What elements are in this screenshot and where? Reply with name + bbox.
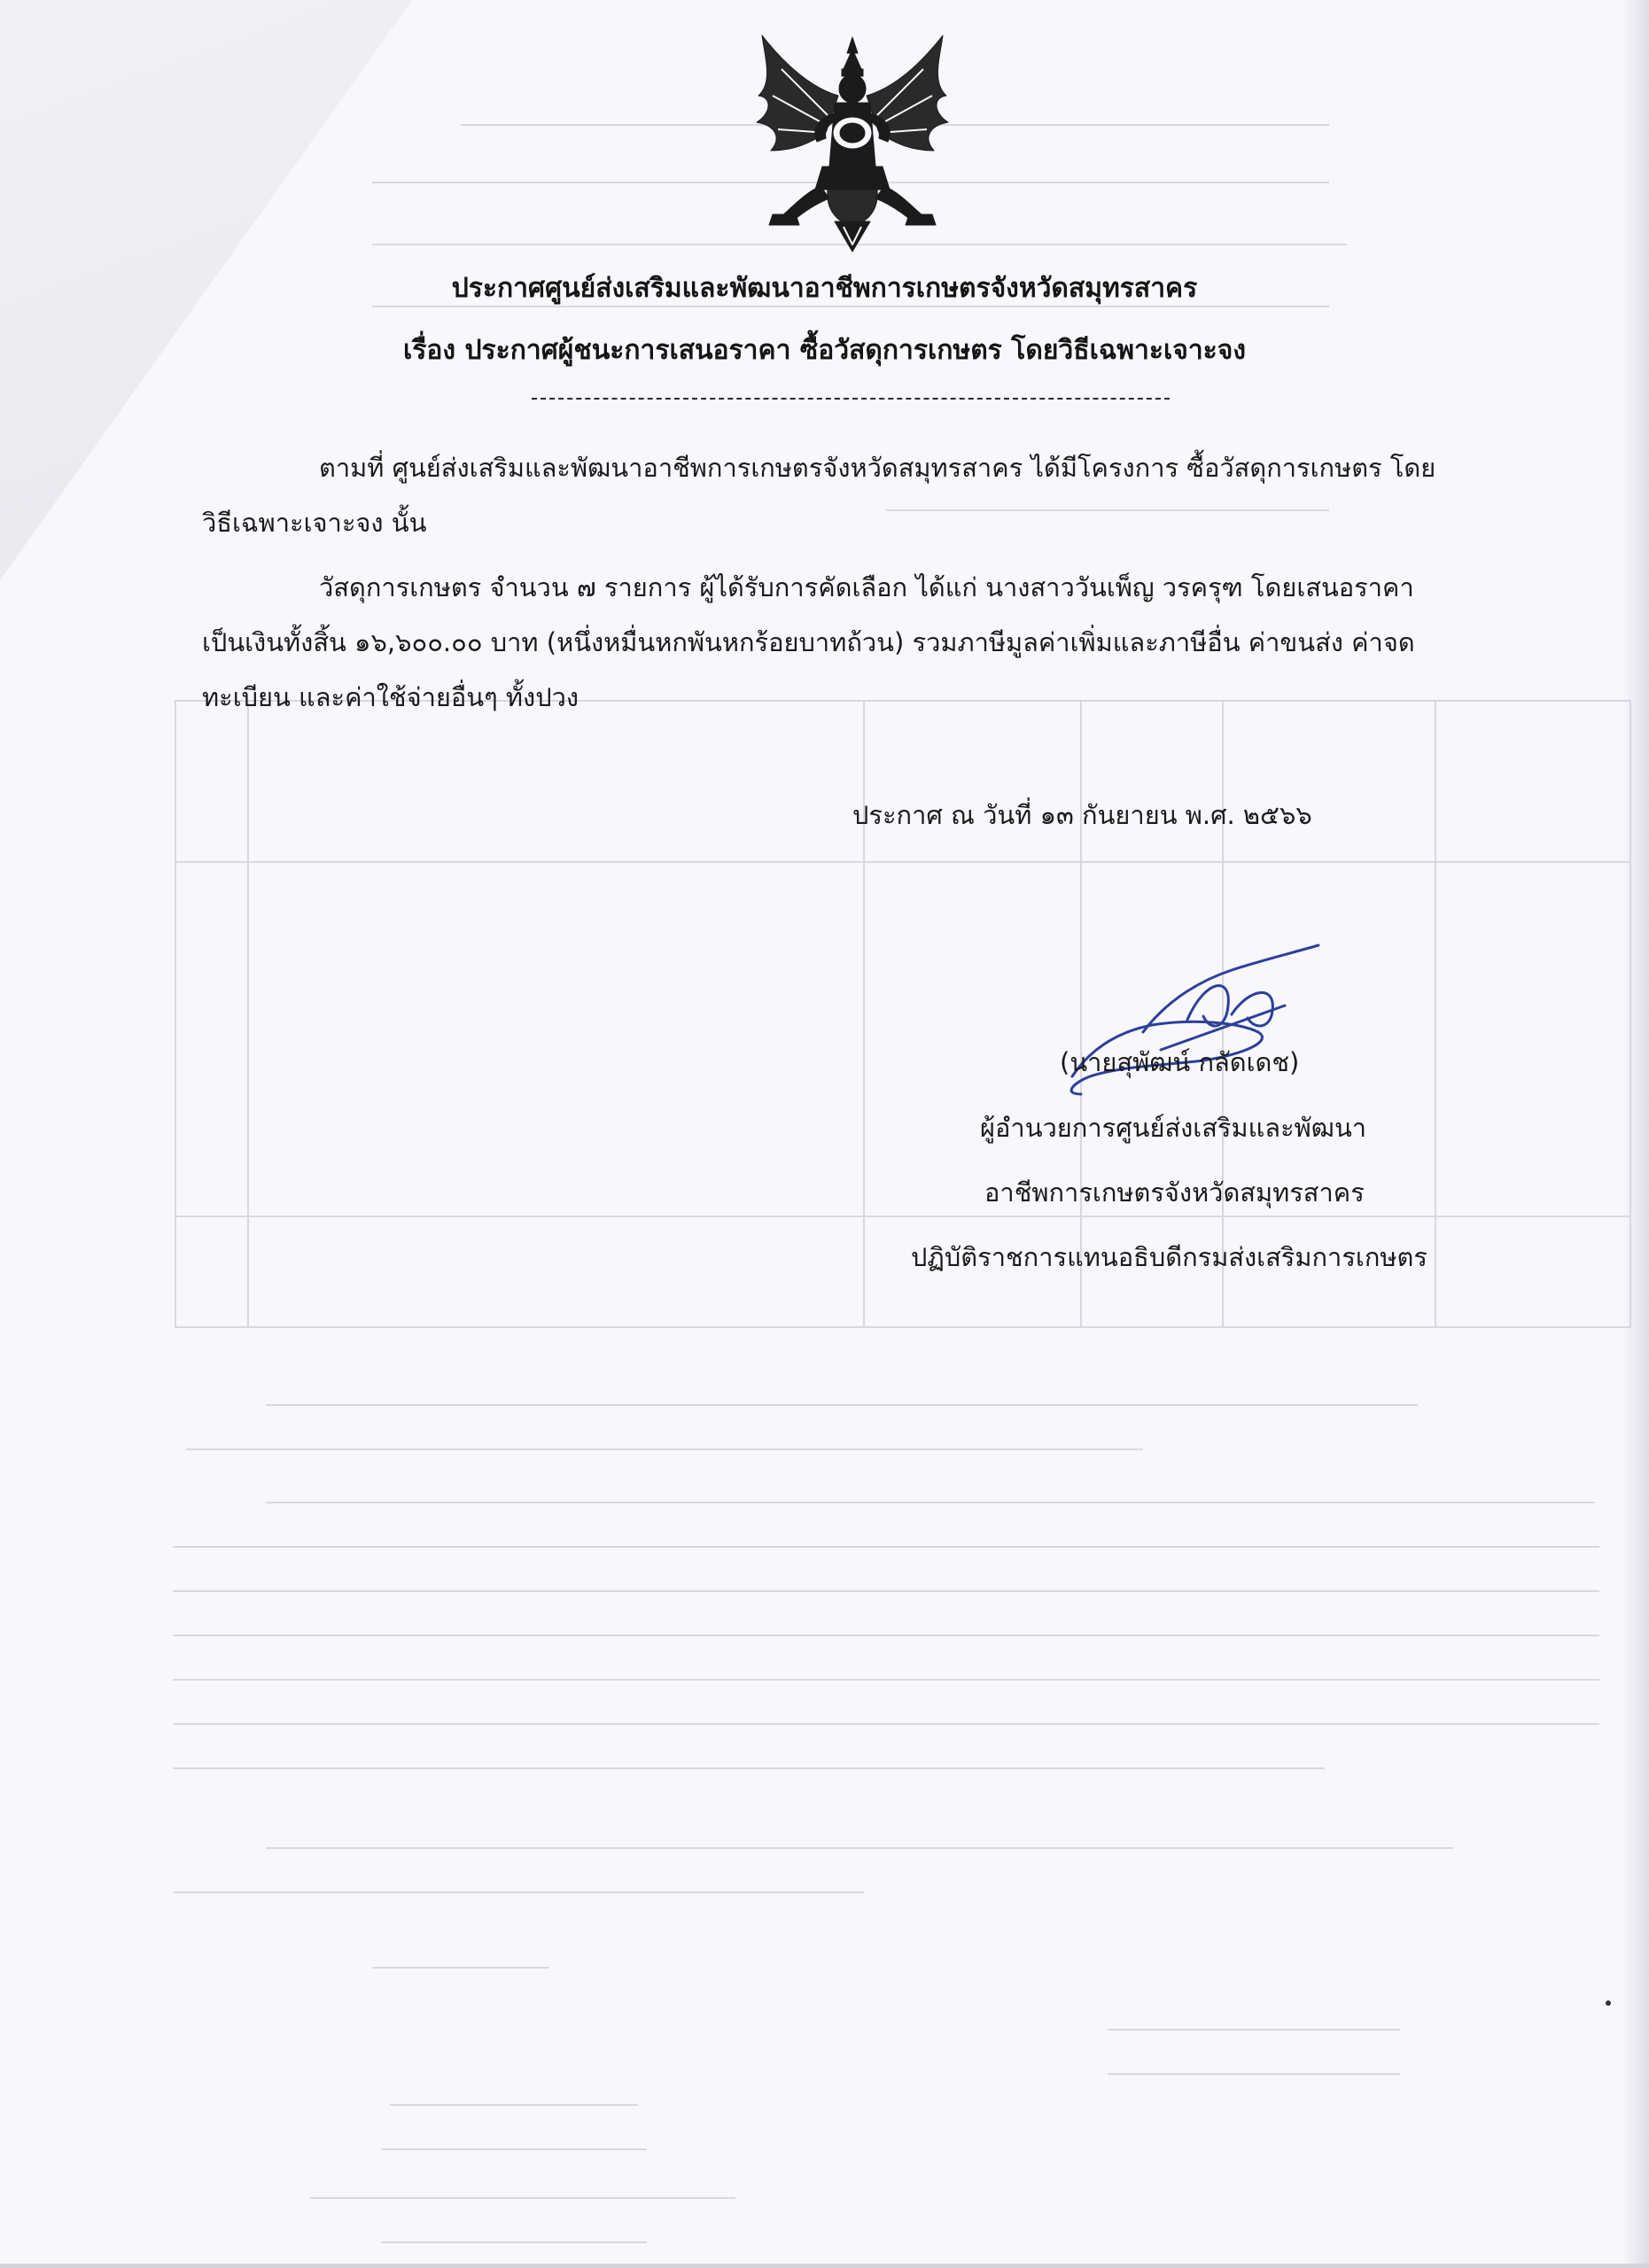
title-separator <box>532 398 1170 400</box>
announcement-subject: เรื่อง ประกาศผู้ชนะการเสนอราคา ซื้อวัสดุการเกษตร โดยวิธีเฉพาะเจาะจง <box>402 335 1247 366</box>
body-paragraph-2-line-3: ทะเบียน และค่าใช้จ่ายอื่นๆ ทั้งปวง <box>202 682 579 712</box>
signer-position-line-3: ปฏิบัติราชการแทนอธิบดีกรมส่งเสริมการเกษตร <box>911 1242 1427 1272</box>
page-bottom-edge <box>0 2264 1649 2268</box>
scan-speck <box>1606 2000 1611 2006</box>
body-paragraph-1-line-1: ตามที่ ศูนย์ส่งเสริมและพัฒนาอาชีพการเกษตรจังหวัดสมุทรสาคร ได้มีโครงการ ซื้อวัสดุการเกษตร โดย <box>319 453 1436 483</box>
body-paragraph-1-line-2: วิธีเฉพาะเจาะจง นั้น <box>202 508 427 538</box>
body-paragraph-2-line-2: เป็นเงินทั้งสิ้น ๑๖,๖๐๐.๐๐ บาท (หนึ่งหมื่นหกพันหกร้อยบาทถ้วน) รวมภาษีมูลค่าเพิ่มและภาษีอื่น ค่าขนส่ง ค่าจด <box>202 627 1415 657</box>
signer-position-line-1: ผู้อำนวยการศูนย์ส่งเสริมและพัฒนา <box>980 1113 1367 1143</box>
signer-position-line-2: อาชีพการเกษตรจังหวัดสมุทรสาคร <box>984 1177 1365 1208</box>
signer-name: (นายสุพัฒน์ กลัดเดช) <box>1060 1047 1300 1077</box>
garuda-emblem-icon <box>746 34 959 255</box>
announcement-date: ประกาศ ณ วันที่ ๑๓ กันยายน พ.ศ. ๒๕๖๖ <box>852 800 1312 830</box>
body-paragraph-2-line-1: วัสดุการเกษตร จำนวน ๗ รายการ ผู้ได้รับการคัดเลือก ได้แก่ นางสาววันเพ็ญ วรครุฑ โดยเสนอราคา <box>319 572 1414 602</box>
announcement-title: ประกาศศูนย์ส่งเสริมและพัฒนาอาชีพการเกษตรจังหวัดสมุทรสาคร <box>451 273 1198 304</box>
